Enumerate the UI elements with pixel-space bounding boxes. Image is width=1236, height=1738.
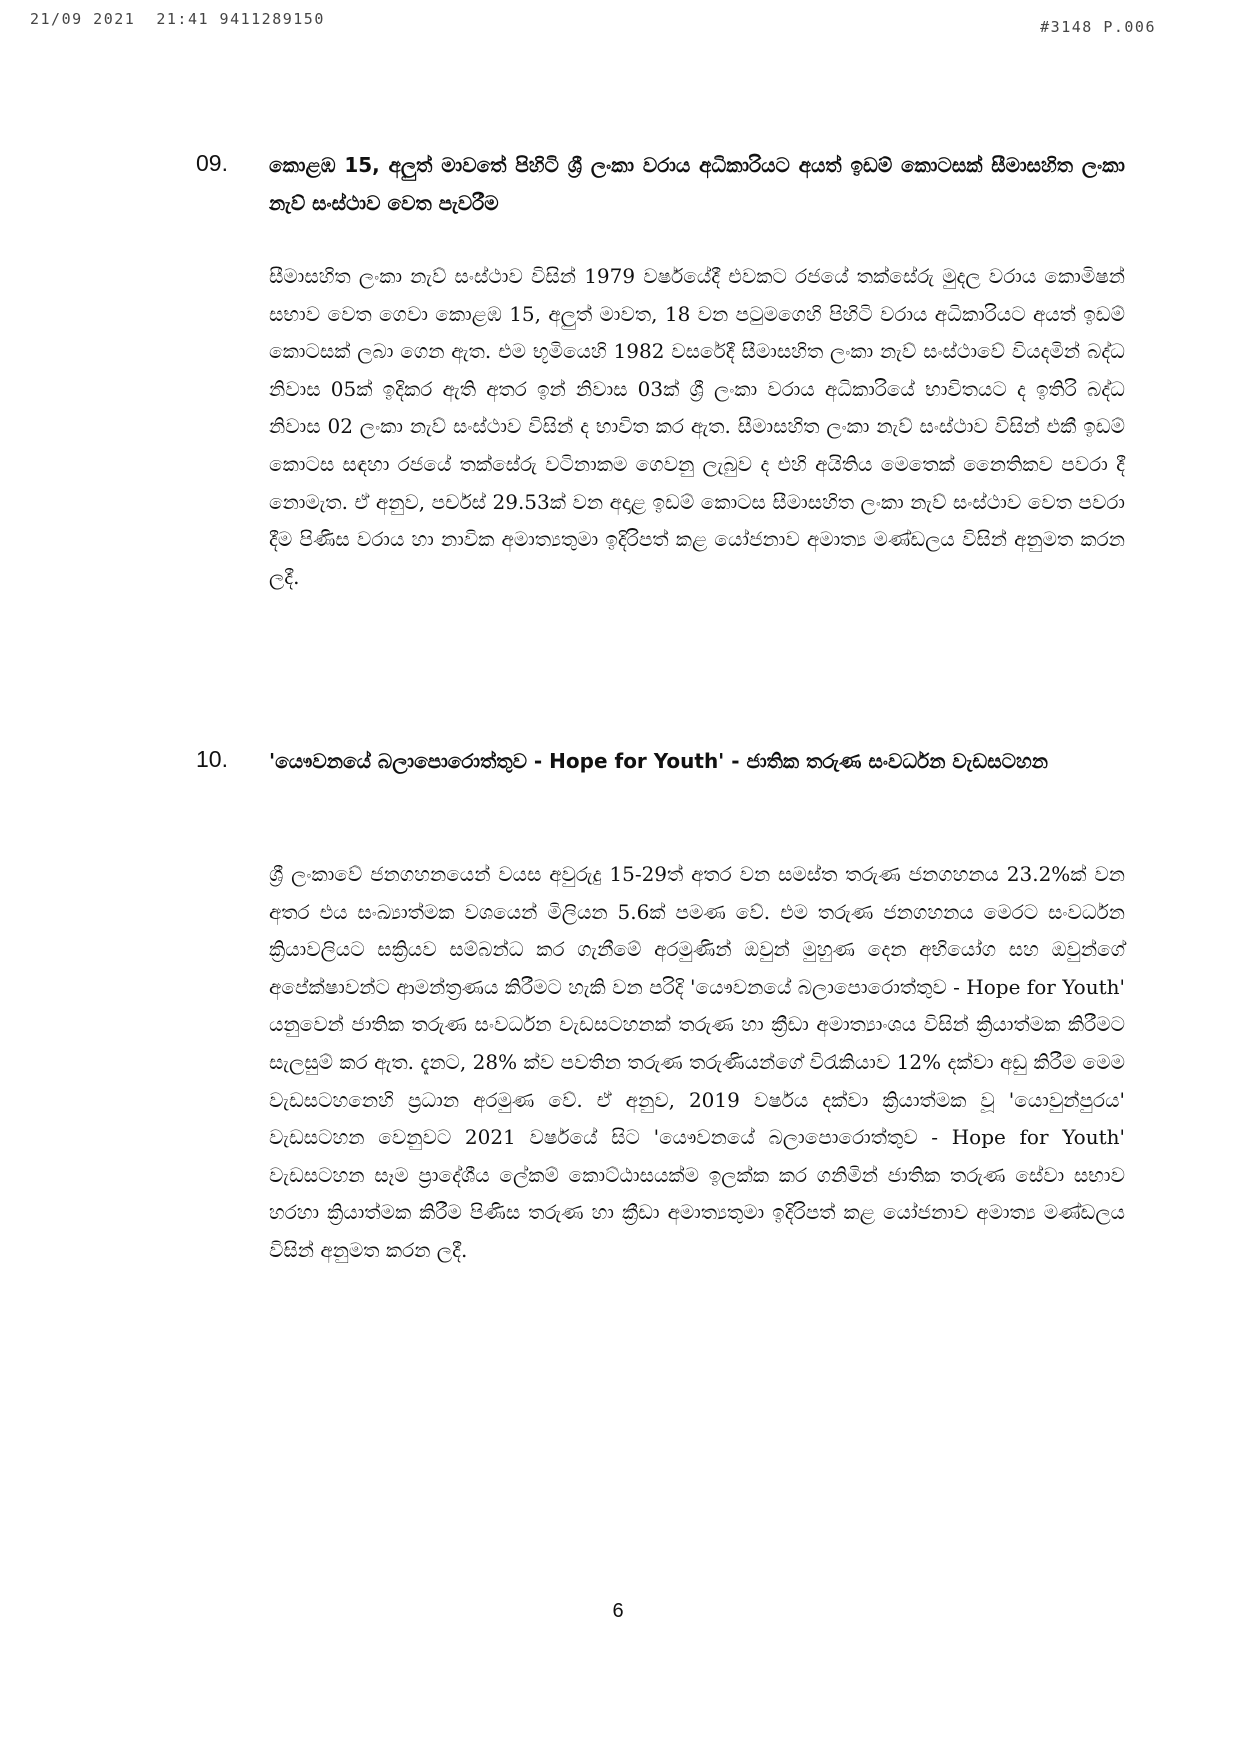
item-number: 10. [196,746,228,772]
item-body: සීමාසහිත ලංකා නැව් සංස්ථාව විසින් 1979 වර්ෂයේදී එවකට රජයේ තක්සේරු මුදල වරාය කොමිෂන් සභාව වෙත ගෙවා කොළඹ 15, අලුත් මාවත, 18 වන පටුමගෙහි පිහිටි වරාය අධිකාරියට අයත් ඉඩම් කොටසක් ලබා ගෙන ඇත. එම භූමියෙහි 1982 වසරේදී සීමාසහිත ලංකා නැව් සංස්ථාවේ වියදමින් බද්ධ නිවාස 05ක් ඉදිකර ඇති අතර ඉන් නිවාස 03ක් ශ්‍රී ලංකා වරාය අධිකාරියේ භාවිතයට ද ඉතිරි බද්ධ නිවාස 02 ලංකා නැව් සංස්ථාව විසින් ද භාවිත කර ඇත. සීමාසහිත ලංකා නැව් සංස්ථාව විසින් එකී ඉඩම් කොටස සඳහා රජයේ තක්සේරු වටිනාකම ගෙවනු ලැබුව ද එහි අයිතිය මෙතෙක් නෛතිකව පවරා දී නොමැත. ඒ අනුව, පර්චස් 29.53ක් වන අදාළ ඉඩම් කොටස සීමාසහිත ලංකා නැව් සංස්ථාව වෙත පවරා දීම පිණිස වරාය හා නාවික අමාත්‍යතුමා ඉදිරිපත් කළ යෝජනාව අමාත්‍ය මණ්ඩලය විසින් අනුමත කරන ලදී. [269,264,1125,589]
page-number: 6 [612,1600,624,1622]
item-title: 'යෞවනයේ බලාපොරොත්තුව - Hope for Youth' - ජාතික තරුණ සංවර්ධන වැඩසටහන [269,749,1048,773]
fax-header-right: #3148 P.006 [1040,18,1156,36]
fax-header-left: 21/09 2021 21:41 9411289150 [30,10,325,28]
item-number: 09. [196,150,228,176]
item-body: ශ්‍රී ලංකාවේ ජනගහනයෙන් වයස අවුරුදු 15-29ත් අතර වන සමස්ත තරුණ ජනගහනය 23.2%ක් වන අතර එය සංඛ්‍යාත්මක වශයෙන් මිලියන 5.6ක් පමණ වේ. එම තරුණ ජනගහනය මෙරට සංවර්ධන ක්‍රියාවලියට සක්‍රියව සම්බන්ධ කර ගැනීමේ අරමුණින් ඔවුන් මුහුණ දෙන අභියෝග සහ ඔවුන්ගේ අපේක්ෂාවන්ට ආමන්ත්‍රණය කිරීමට හැකි වන පරිදි 'යෞවනයේ බලාපොරොත්තුව - Hope for Youth' යනුවෙන් ජාතික තරුණ සංවර්ධන වැඩසටහනක් තරුණ හා ක්‍රීඩා අමාත්‍යාංශය විසින් ක්‍රියාත්මක කිරීමට සැලසුම් කර ඇත. දැනට, 28% ක්ව පවතින තරුණ තරුණියන්ගේ විරැකියාව 12% දක්වා අඩු කිරීම මෙම වැඩසටහනෙහි ප්‍රධාන අරමුණ වේ. ඒ අනුව, 2019 වර්ෂය දක්වා ක්‍රියාත්මක වූ 'යොවුන්පුරය' වැඩසටහන වෙනුවට 2021 වර්ෂයේ සිට 'යෞවනයේ බලාපොරොත්තුව - Hope for Youth' වැඩසටහන සෑම ප්‍රාදේශීය ලේකම් කොට්ඨාසයක්ම ඉලක්ක කර ගනිමින් ජාතික තරුණ සේවා සභාව හරහා ක්‍රියාත්මක කිරීම පිණිස තරුණ හා ක්‍රීඩා අමාත්‍යතුමා ඉදිරිපත් කළ යෝජනාව අමාත්‍ය මණ්ඩලය විසින් අනුමත කරන ලදී. [269,862,1125,1262]
item-title: කොළඹ 15, අලුත් මාවතේ පිහිටි ශ්‍රී ලංකා වරාය අධිකාරියට අයත් ඉඩම් කොටසක් සීමාසහිත ලංකා නැව් සංස්ථාව වෙත පැවරීම [269,153,1125,215]
